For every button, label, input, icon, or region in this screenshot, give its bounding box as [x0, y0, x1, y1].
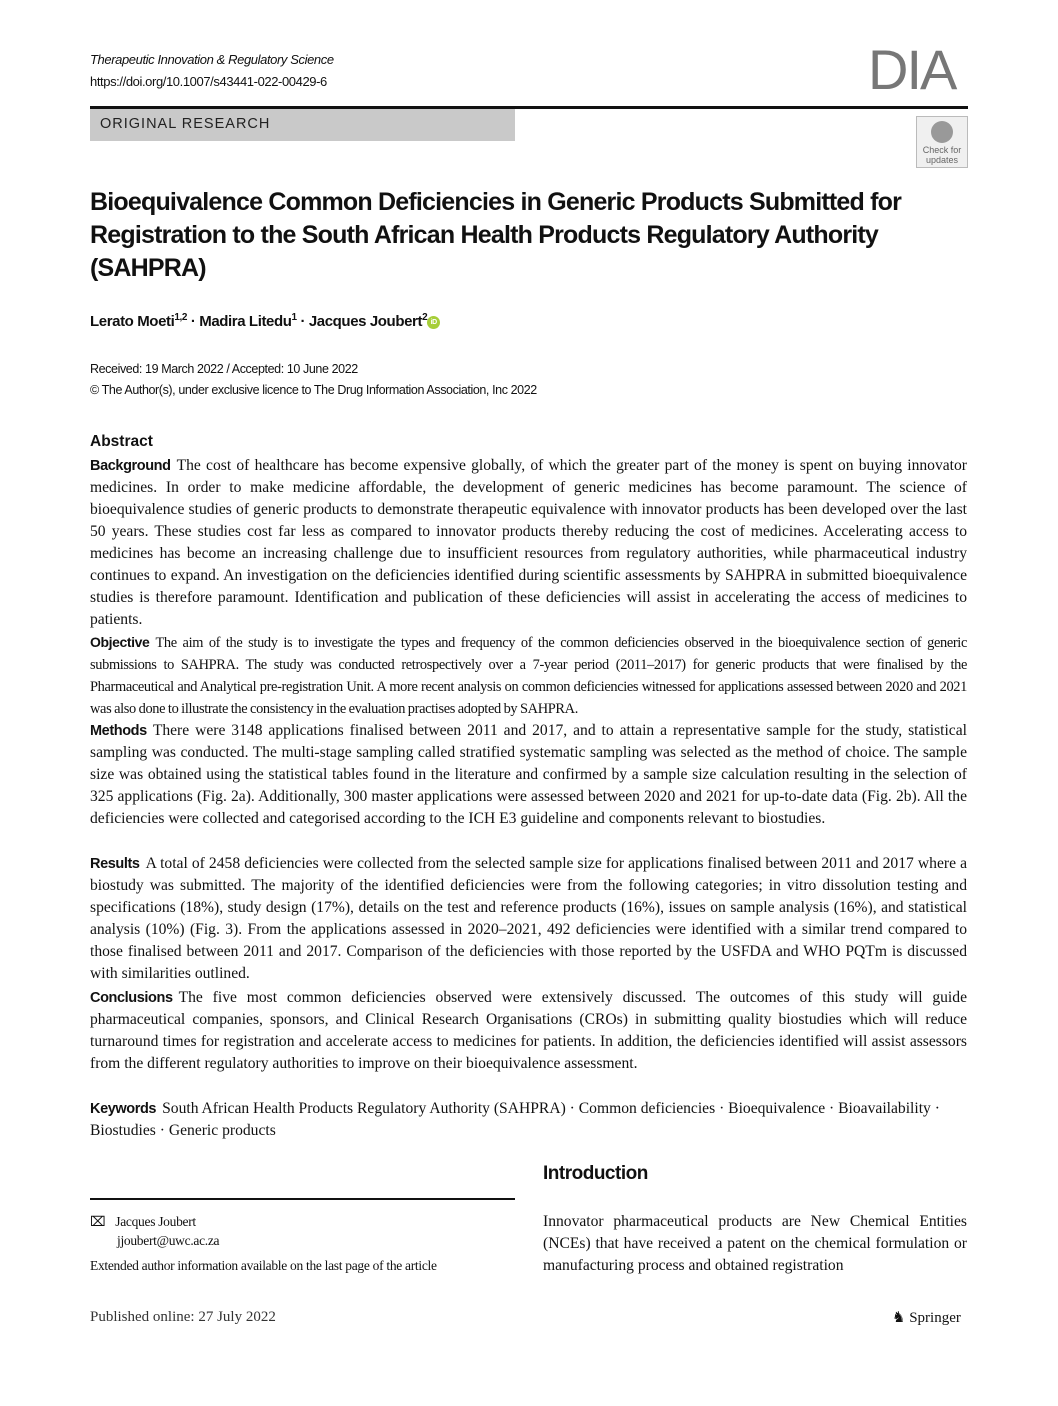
doi-link[interactable]: https://doi.org/10.1007/s43441-022-00429-6	[90, 74, 327, 89]
copyright: © The Author(s), under exclusive licence to The Drug Information Association, Inc 2022	[90, 383, 537, 397]
label: Keywords	[90, 1101, 157, 1117]
text: The aim of the study is to investigate the types and frequency of the common deficiencies observed in the bioequivalence section of generic submissions to SAHPRA. The study was conducted retrospectively over a 7-year period (2011–2017) for generic products that were finalised by the Pharmaceutical and Analytical pre-registration Unit. A more recent analysis on common deficiencies witnessed for applications assessed between 2020 and 2021 was also done to illustrate the consistency in the evaluation practises adopted by SAHPRA.	[90, 635, 967, 717]
dia-logo: DIA	[868, 38, 956, 101]
abstract-results	[90, 853, 967, 985]
springer-horse-icon: ♞	[892, 1310, 910, 1326]
label: Results	[90, 856, 140, 872]
keywords	[90, 1098, 967, 1142]
label: Background	[90, 458, 171, 474]
springer-logo	[892, 1308, 961, 1327]
abstract-methods	[90, 720, 967, 830]
abstract-background	[90, 455, 967, 631]
orcid-icon[interactable]: iD	[427, 316, 440, 329]
footnote-rule	[90, 1198, 515, 1200]
author-name: Lerato Moeti	[90, 313, 175, 330]
section-band	[90, 109, 515, 141]
affiliation: 2	[422, 312, 428, 323]
text: South African Health Products Regulatory Authority (SAHPRA) · Common deficiencies · Bioequivalence · Bioavailability · Biostudies · Generic products	[90, 1100, 940, 1139]
bookmark-icon	[931, 121, 953, 143]
label: Conclusions	[90, 990, 173, 1006]
introduction-text: Innovator pharmaceutical products are New Chemical Entities (NCEs) that have received a patent on the chemical formulation or manufacturing process and obtained registration	[543, 1213, 967, 1274]
check-for-updates-button[interactable]	[916, 116, 968, 168]
introduction-heading: Introduction	[543, 1163, 648, 1184]
check-updates-label: Check for updates	[922, 145, 962, 165]
mail-icon: ⌧	[90, 1214, 106, 1229]
affiliation: 1,2	[174, 312, 188, 323]
label: Methods	[90, 723, 147, 739]
abstract-objective	[90, 631, 967, 720]
author-name: Madira Litedu	[199, 313, 292, 330]
author-name: Jacques Joubert	[115, 1214, 196, 1229]
published-date: Published online: 27 July 2022	[90, 1309, 276, 1325]
label: Objective	[90, 634, 150, 650]
abstract-heading: Abstract	[90, 433, 153, 450]
corresponding-author	[90, 1214, 196, 1230]
affiliation: 1	[291, 312, 297, 323]
article-title: Bioequivalence Common Deficiencies in Generic Products Submitted for Registration to the South African Health Products Regulatory Authority (SAHPRA)	[90, 188, 902, 282]
text: The five most common deficiencies observed were extensively discussed. The outcomes of this study will guide pharmaceutical companies, sponsors, and Clinical Research Organisations (CROs) in submitting quality biostudies which will reduce turnaround times for registration and accelerate access to medicines for patients. In addition, the deficiencies identified will assist assessors from the different regulatory authorities to improve on their bioequivalence assessment.	[90, 989, 967, 1072]
journal-name: Therapeutic Innovation & Regulatory Science	[90, 52, 334, 67]
publisher: Springer	[909, 1310, 961, 1326]
author-name: Jacques Joubert	[308, 313, 423, 330]
text: The cost of healthcare has become expensive globally, of which the greater part of the money is spent on buying innovator medicines. In order to make medicine affordable, the development of generic medicines has become paramount. The science of bioequivalence studies of generic products to demonstrate therapeutic equivalence with innovator products has been developed over the last 50 years. These studies cost far less as compared to innovator products thereby reducing the cost of medicines. Accelerating access to medicines has become an increasing challenge due to insufficient resources from regulatory authorities, while pharmaceutical industry continues to expand. An investigation on the deficiencies identified during scientific assessments by SAHPRA in submitted bioequivalence studies is therefore paramount. Identification and publication of these deficiencies will assist in accelerating the access of medicines to patients.	[90, 457, 967, 628]
extended-info: Extended author information available on the last page of the article	[90, 1258, 437, 1273]
author-email[interactable]: jjoubert@uwc.ac.za	[117, 1233, 220, 1248]
dates: Received: 19 March 2022 / Accepted: 10 June 2022	[90, 362, 358, 376]
text: A total of 2458 deficiencies were collected from the selected sample size for applications finalised between 2011 and 2017 where a biostudy was submitted. The majority of the identified deficiencies were from the following categories; in vitro dissolution testing and specifications (18%), study design (17%), details on the test and reference products (16%), issues on sample analysis (16%), and statistical analysis (10%) (Fig. 3). From the applications assessed in 2020–2021, 492 deficiencies were identified with a similar trend compared to those finalised between 2011 and 2017. Comparison of the deficiencies with those reported by the USFDA and WHO PQTm is discussed with similarities outlined.	[90, 855, 967, 982]
abstract-conclusions	[90, 987, 967, 1075]
text: There were 3148 applications finalised between 2011 and 2017, and to attain a representative sample for the study, statistical sampling was conducted. The multi-stage sampling called stratified systematic sampling was selected as the method of choice. The sample size was obtained using the statistical tables found in the literature and confirmed by a sample size calculation resulting in the selection of 325 applications (Fig. 2a). Additionally, 300 master applications were assessed between 2020 and 2021 for up-to-date data (Fig. 2b). All the deficiencies were collected and categorised according to the ICH E3 guideline and components relevant to biostudies.	[90, 722, 967, 827]
author-list: Lerato Moeti$^{1,2}$ · Madira Litedu$^1$ · Jacques Joubert$^2$ iD	[90, 312, 440, 330]
section-label: ORIGINAL RESEARCH	[100, 116, 271, 132]
